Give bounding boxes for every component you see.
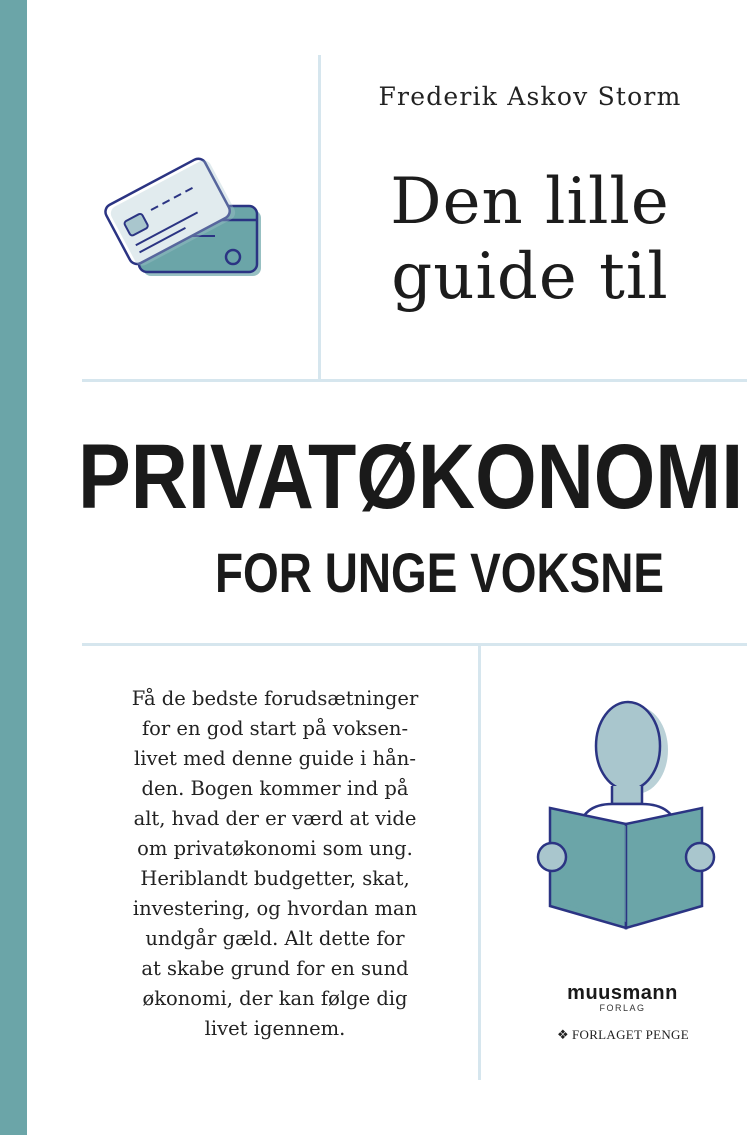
blurb-line: alt, hvad der er værd at vide [133,807,417,830]
vertical-divider-bottom [478,645,481,1080]
horizontal-divider-top [82,379,747,382]
subtitle: FOR UNGE VOKSNE [215,541,665,604]
publisher-logo-muusmann: muusmann [567,982,678,1004]
blurb-line: økonomi, der kan følge dig [142,987,408,1010]
title-line-2: guide til [391,240,669,314]
blurb-line: undgår gæld. Alt dette for [145,927,405,950]
blurb-line: for en god start på voksen- [141,717,409,740]
publisher-logo-forlag: FORLAG [599,1003,646,1013]
blurb-line: livet med denne guide i hån- [134,747,416,770]
blurb-line: investering, og hvordan man [132,897,418,920]
reader-head [596,702,668,804]
reader-with-book-icon [530,700,725,935]
blurb-line: den. Bogen kommer ind på [141,777,409,800]
blurb-line: Heriblandt budgetter, skat, [140,867,410,890]
title-line-1: Den lille [390,165,670,239]
blurb-line: at skabe grund for en sund [141,957,409,980]
blurb-line: livet igennem. [204,1017,346,1040]
credit-cards-icon [95,140,270,285]
main-title: PRIVATØKONOMI [78,426,744,528]
vertical-divider-top [318,55,321,380]
open-book [550,808,702,928]
publisher-penge-label: FORLAGET PENGE [571,1027,689,1042]
spine-stripe [0,0,27,1135]
diamond-ornament-icon: ❖ [557,1027,569,1042]
publisher-logo-penge [548,1027,698,1043]
author-name: Frederik Askov Storm [378,82,682,111]
horizontal-divider-bottom [82,643,747,646]
back-blurb [100,684,450,1044]
blurb-line: Få de bedste forudsætninger [131,687,419,710]
blurb-line: om privatøkonomi som ung. [137,837,413,860]
